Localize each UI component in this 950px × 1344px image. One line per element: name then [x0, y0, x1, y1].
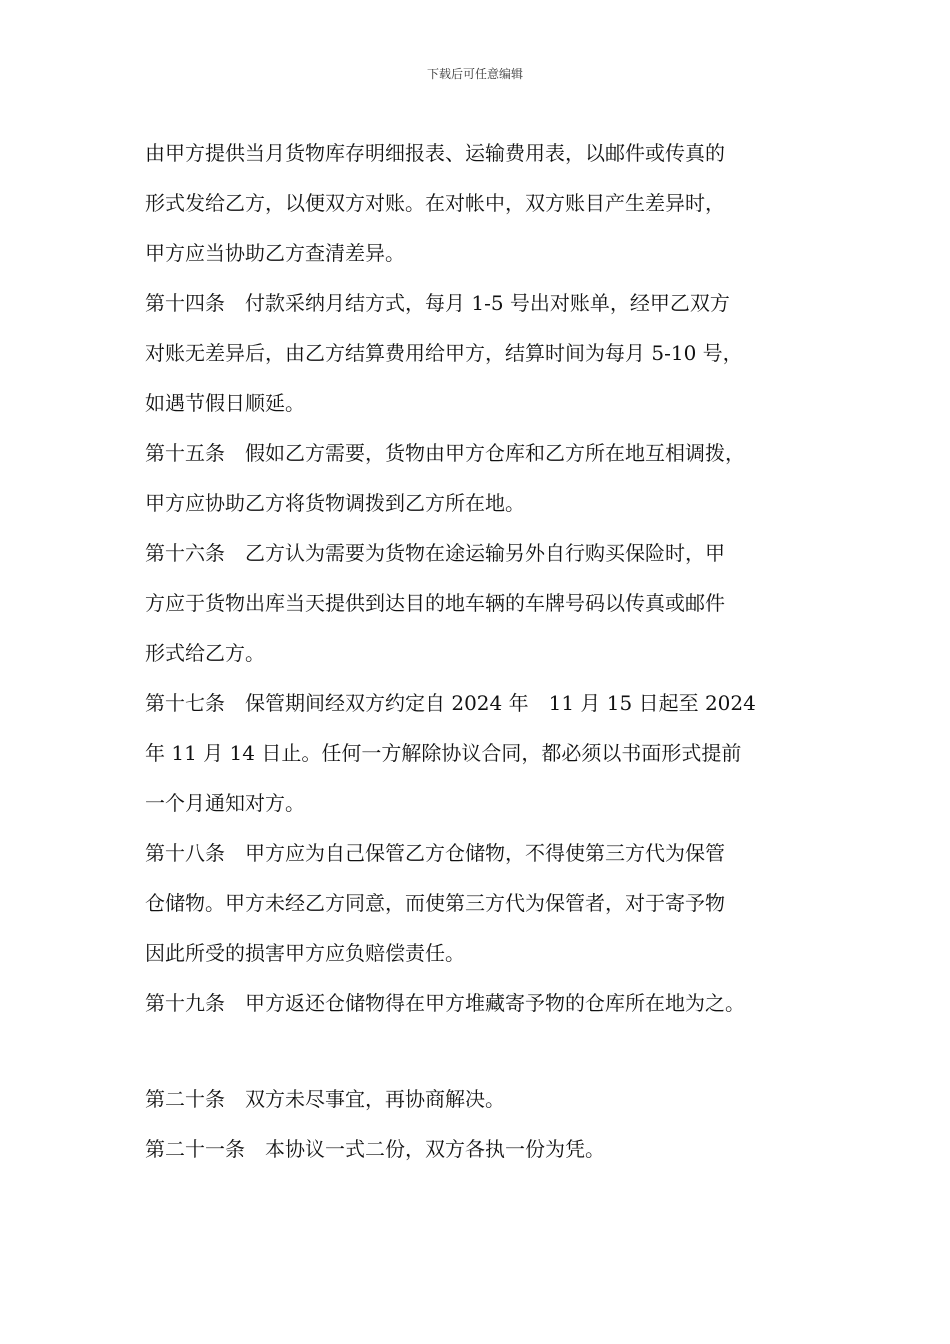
- article-14: 第十四条 付款采纳月结方式，每月 1-5 号出对账单，经甲乙双方: [145, 291, 730, 315]
- text-line: 形式给乙方。: [145, 641, 265, 665]
- page-header: 下载后可任意编辑: [426, 67, 523, 81]
- article-15: 第十五条 假如乙方需要，货物由甲方仓库和乙方所在地互相调拨，: [145, 441, 745, 465]
- text-line: 如遇节假日顺延。: [145, 391, 305, 415]
- paragraph-gap: [145, 1028, 835, 1074]
- article-21: 第二十一条 本协议一式二份，双方各执一份为凭。: [145, 1137, 605, 1161]
- text-line: 年 11 月 14 日止。任何一方解除协议合同，都必须以书面形式提前: [145, 741, 742, 765]
- article-17: 第十七条 保管期间经双方约定自 2024 年 11 月 15 日起至 2024: [145, 691, 756, 715]
- text-line: 甲方应协助乙方将货物调拨到乙方所在地。: [145, 491, 525, 515]
- text-line: 对账无差异后，由乙方结算费用给甲方，结算时间为每月 5-10 号，: [145, 341, 743, 365]
- text-line: 仓储物。甲方未经乙方同意，而使第三方代为保管者，对于寄予物: [145, 891, 725, 915]
- text-line: 因此所受的损害甲方应负赔偿责任。: [145, 941, 465, 965]
- text-line: 甲方应当协助乙方查清差异。: [145, 241, 405, 265]
- document-body: [145, 128, 835, 1174]
- article-19: 第十九条 甲方返还仓储物得在甲方堆藏寄予物的仓库所在地为之。: [145, 991, 745, 1015]
- text-line: 一个月通知对方。: [145, 791, 305, 815]
- article-20: 第二十条 双方未尽事宜，再协商解决。: [145, 1087, 505, 1111]
- article-16: 第十六条 乙方认为需要为货物在途运输另外自行购买保险时，甲: [145, 541, 725, 565]
- text-line: 方应于货物出库当天提供到达目的地车辆的车牌号码以传真或邮件: [145, 591, 725, 615]
- article-18: 第十八条 甲方应为自己保管乙方仓储物，不得使第三方代为保管: [145, 841, 725, 865]
- text-line: 形式发给乙方，以便双方对账。在对帐中，双方账目产生差异时，: [145, 191, 725, 215]
- text-line: 由甲方提供当月货物库存明细报表、运输费用表，以邮件或传真的: [145, 141, 725, 165]
